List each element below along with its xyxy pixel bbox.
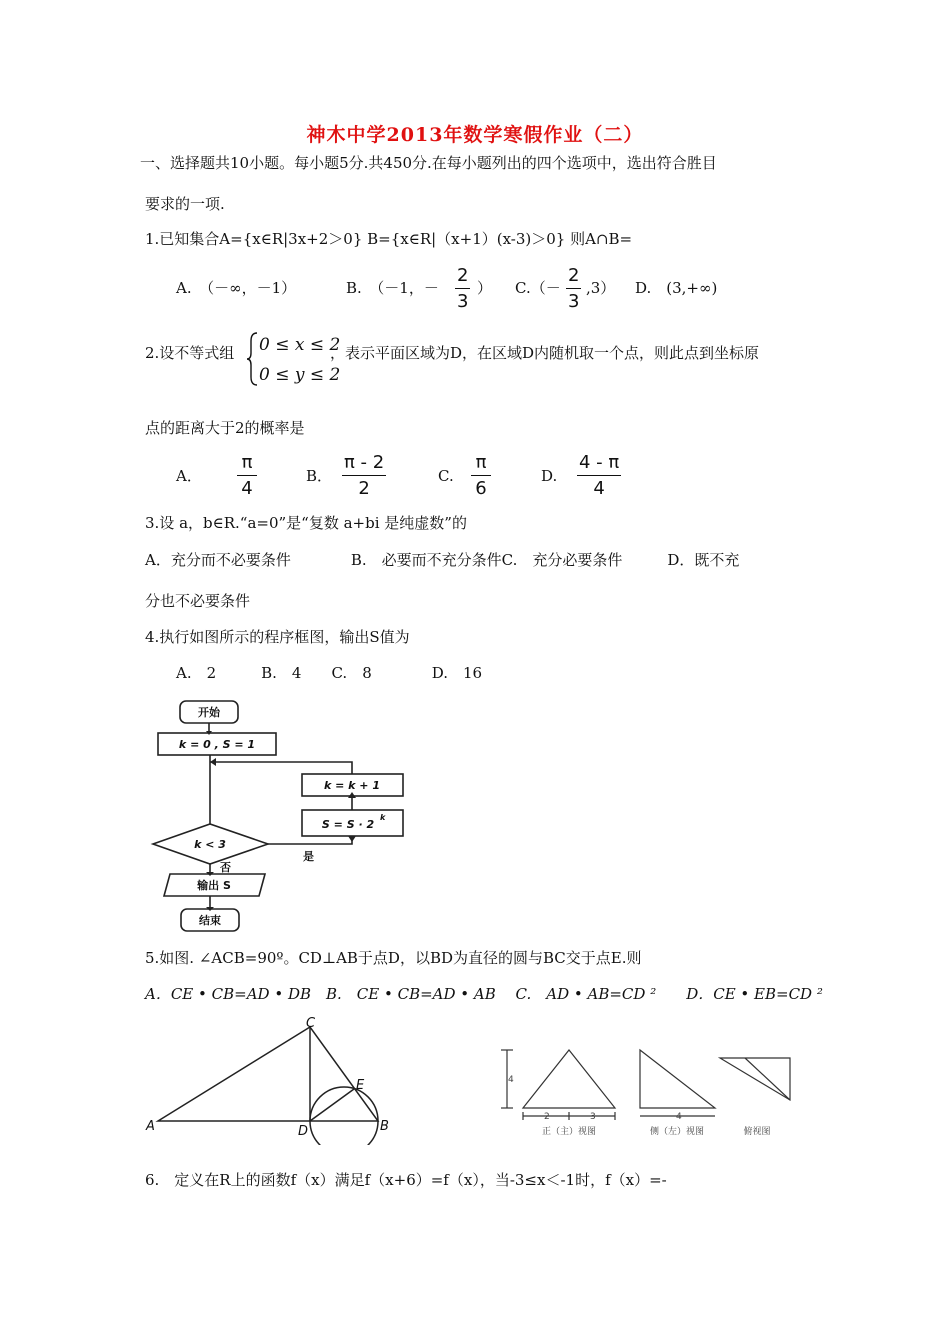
q2-b-denominator: 2: [358, 478, 370, 499]
q5-options: A．CE • CB=AD • DB B. CE • CB=AD • AB C. AD • AB=CD ² D．CE • EB=CD ²: [145, 985, 823, 1003]
segment-de: [310, 1089, 354, 1121]
flow-end-text: 结束: [199, 914, 221, 927]
front-view-caption: 正（主）视图: [541, 1127, 597, 1137]
q2-option-d-fraction: [577, 452, 621, 500]
q4-flowchart: [148, 696, 418, 941]
q2-option-c-label: C.: [438, 467, 454, 485]
q1-option-d: D. (3,+∞): [635, 279, 718, 297]
q5-stem: 5.如图. ∠ACB=90º。CD⊥AB于点D，以BD为直径的圆与BC交于点E.则: [145, 949, 642, 967]
q1-b-denominator: 3: [457, 291, 469, 312]
q2-b-numerator: π - 2: [342, 452, 386, 476]
flow-condition-text: k < 3: [194, 838, 226, 851]
q2-option-d-label: D.: [541, 467, 558, 485]
side-width-label: 4: [676, 1112, 682, 1122]
front-height-label: 4: [508, 1075, 514, 1085]
q1-option-c-suffix: ,3）: [586, 279, 616, 297]
q2-stem-suffix: ，表示平面区域为D，在区域D内随机取一个点，则此点到坐标原: [330, 344, 760, 362]
q2-option-b-fraction: [342, 452, 386, 500]
q6-stem: 6. 定义在R上的函数f（x）满足f（x+6）=f（x），当-3≤x＜-1时，f（x）=-: [145, 1171, 667, 1189]
three-views-figure: [495, 1040, 805, 1140]
q3-options: A．充分而不必要条件 B. 必要而不充分条件C. 充分必要条件 D．既不充: [145, 551, 740, 569]
flow-start-text: 开始: [198, 706, 220, 719]
q2-option-a-label: A．: [176, 467, 202, 485]
flow-yes-label: 是: [303, 850, 314, 863]
page-title: 神木中学2013年数学寒假作业（二）: [306, 124, 644, 146]
side-view-caption: 侧（左）视图: [649, 1127, 705, 1137]
point-d-label: D: [298, 1124, 309, 1139]
q5-geometry-figure: [140, 1015, 410, 1145]
point-b-label: B: [380, 1119, 389, 1134]
q1-stem: 1.已知集合A={x∈R|3x+2＞0} B={x∈R|（x+1）(x-3)＞0} 则A∩B=: [145, 230, 633, 248]
q2-c-numerator: π: [471, 452, 491, 476]
q2-c-denominator: 6: [475, 478, 487, 499]
top-view-triangle: [720, 1058, 790, 1100]
flow-no-label: 否: [220, 861, 231, 874]
q2-inequality-1: 0 ≤ x ≤ 2: [259, 335, 341, 355]
flow-init-text: k = 0 , S = 1: [178, 738, 256, 751]
q1-c-denominator: 3: [568, 291, 580, 312]
front-view-triangle: [523, 1050, 615, 1108]
top-view-caption: 俯视图: [743, 1127, 771, 1137]
q1-option-b-fraction: [455, 265, 470, 313]
triangle-acb: [158, 1027, 378, 1121]
flow-assign-exponent: k: [380, 813, 386, 822]
q1-option-a: A. （－∞，－1）: [176, 279, 297, 297]
intro-line-2: 要求的一项.: [145, 195, 225, 213]
q2-inequality-2: 0 ≤ y ≤ 2: [259, 365, 341, 385]
q1-option-b-prefix: B. （－1，－: [346, 279, 439, 297]
point-e-label: E: [356, 1078, 365, 1093]
side-view-triangle: [640, 1050, 715, 1108]
q2-d-numerator: 4 - π: [577, 452, 621, 476]
q2-brace: [246, 331, 260, 387]
front-width-2-label: 3: [590, 1112, 596, 1122]
q1-c-numerator: 2: [566, 265, 581, 289]
q2-a-denominator: 4: [241, 478, 253, 499]
q2-stem-prefix: 2.设不等式组: [145, 344, 235, 362]
q1-b-numerator: 2: [455, 265, 470, 289]
q1-option-c-fraction: [566, 265, 581, 313]
q2-option-c-fraction: [471, 452, 491, 500]
q3-options-line-2: 分也不必要条件: [145, 592, 251, 610]
front-width-1-label: 2: [544, 1112, 550, 1122]
flow-output-text: 输出 S: [197, 879, 231, 892]
q2-a-numerator: π: [237, 452, 257, 476]
q4-stem: 4.执行如图所示的程序框图，输出S值为: [145, 628, 410, 646]
q2-d-denominator: 4: [593, 478, 605, 499]
point-c-label: C: [306, 1016, 316, 1031]
q1-option-b-suffix: ）: [477, 279, 493, 297]
flow-assign-text: S = S · 2: [321, 818, 375, 831]
q2-stem-line-2: 点的距离大于2的概率是: [145, 419, 305, 437]
flow-increment-text: k = k + 1: [323, 779, 381, 792]
q1-option-c-prefix: C.（－: [515, 279, 561, 297]
intro-line-1: 一、选择题共10小题。每小题5分.共450分.在每小题列出的四个选项中，选出符合胜目: [140, 154, 717, 172]
q3-stem: 3.设 a，b∈R.“a=0”是“复数 a+bi 是纯虚数”的: [145, 514, 467, 532]
q2-option-b-label: B．: [306, 467, 333, 485]
q2-option-a-fraction: [237, 452, 257, 500]
q4-options: A. 2 B. 4 C. 8 D. 16: [176, 664, 483, 682]
point-a-label: A: [146, 1119, 155, 1134]
